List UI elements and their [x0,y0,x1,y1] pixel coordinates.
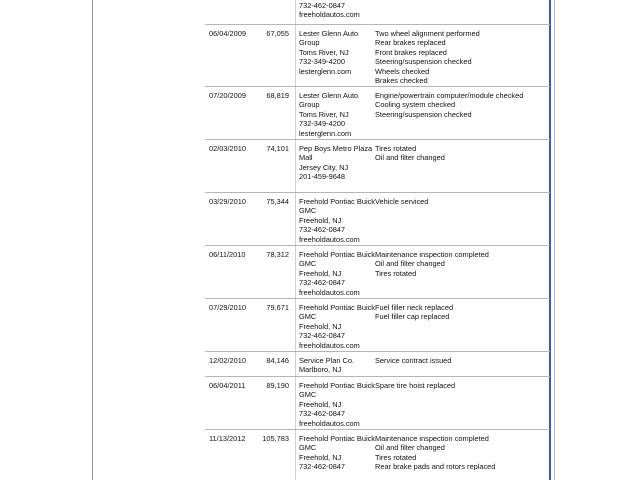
detail-line: Cooling system checked [375,100,456,110]
source-line: freeholdautos.com [299,340,360,350]
scrollbar-track[interactable] [554,0,555,480]
source-line: GMC [299,312,317,322]
mileage: 105,783 [262,434,289,443]
service-date [205,0,253,24]
table-row [205,430,550,480]
table-row [205,140,550,193]
source-line: freeholdautos.com [299,418,360,428]
service-date: 06/11/2010 [209,250,246,259]
service-source [293,25,375,86]
service-source [293,87,375,139]
detail-line: Wheels checked [375,66,430,76]
table-row [205,87,550,140]
detail-line: Tires rotated [375,452,417,462]
detail-line: Spare tire hoist replaced [375,381,456,390]
source-line: GMC [299,206,317,216]
service-details [375,140,550,192]
service-date: 11/13/2012 [209,434,246,443]
mileage: 68,819 [266,91,289,100]
service-details [375,246,550,298]
mileage: 74,101 [266,144,289,153]
service-source [293,246,375,298]
service-details [375,25,550,86]
table-row [205,352,550,377]
detail-line: Oil and filter changed [375,443,445,453]
detail-line: Steering/suspension checked [375,57,472,67]
source-line: freeholdautos.com [299,234,360,244]
source-line: Freehold Pontiac Buick [299,303,375,312]
source-line: Freehold, NJ [299,268,342,278]
detail-line: Oil and filter changed [375,259,445,269]
service-date: 03/29/2010 [209,197,246,206]
source-line: Freehold Pontiac Buick [299,197,375,206]
source-line: 732-462-0847 [299,409,346,419]
source-line: lesterglenn.com [299,66,352,76]
service-details [375,430,550,480]
service-source [293,0,375,24]
service-date: 02/03/2010 [209,144,246,153]
mileage [253,0,293,24]
detail-line: Maintenance inspection completed [375,434,489,443]
service-details [375,193,550,245]
source-line: Jersey City, NJ [299,162,349,172]
detail-line: Oil and filter changed [375,153,445,163]
service-date: 07/29/2010 [209,303,246,312]
mileage: 78,312 [266,250,289,259]
source-line: GMC [299,390,317,400]
source-line: 201-459-9648 [299,172,346,182]
source-line: Lester Glenn Auto [299,29,359,38]
source-line: Freehold Pontiac Buick [299,434,375,443]
source-line: Service Plan Co. [299,356,355,365]
service-history-table [205,0,550,480]
source-line: lesterglenn.com [299,128,352,138]
mileage: 75,344 [266,197,289,206]
detail-line: Fuel filler neck replaced [375,303,454,312]
source-line: GMC [299,443,317,453]
detail-line: Brakes checked [375,76,428,86]
service-details [375,352,550,376]
detail-line: Tires rotated [375,144,417,153]
service-date: 12/02/2010 [209,356,246,365]
service-source [293,299,375,351]
source-line: 732-462-0847 [299,278,346,288]
detail-line: Front brakes replaced [375,47,447,57]
detail-line: Engine/powertrain computer/module checked [375,91,524,100]
detail-line: Service contract issued [375,356,452,365]
detail-line: Fuel filler cap replaced [375,312,450,322]
source-line: Lester Glenn Auto [299,91,359,100]
detail-line: Steering/suspension checked [375,109,472,119]
detail-line: Maintenance inspection completed [375,250,489,259]
source-line: Freehold, NJ [299,399,342,409]
source-line: 732-462-0847 [299,331,346,341]
service-source [293,193,375,245]
source-line: Toms River, NJ [299,109,349,119]
source-line: Toms River, NJ [299,47,349,57]
source-line: Freehold Pontiac Buick [299,381,375,390]
mileage: 84,146 [266,356,289,365]
detail-line: Two wheel alignment performed [375,29,480,38]
table-row [205,0,550,25]
service-source [293,377,375,429]
source-line: Freehold, NJ [299,321,342,331]
detail-line: Rear brakes replaced [375,38,446,48]
source-line: 732-462-0847 [299,225,346,235]
service-date: 06/04/2009 [209,29,246,38]
service-details [375,299,550,351]
table-row [205,246,550,299]
mileage: 67,055 [266,29,289,38]
source-line: Freehold, NJ [299,452,342,462]
source-line: 732-462-0847 [299,1,346,10]
table-row [205,25,550,87]
table-row [205,193,550,246]
source-line: 732-462-0847 [299,462,346,472]
service-details [375,0,550,24]
source-line: 732-349-4200 [299,57,346,67]
mileage: 79,671 [266,303,289,312]
table-row [205,299,550,352]
detail-line: Rear brake pads and rotors replaced [375,462,496,472]
source-line: Freehold Pontiac Buick [299,250,375,259]
source-line: Group [299,100,320,110]
service-source [293,430,375,480]
source-line: freeholdautos.com [299,287,360,297]
service-details [375,87,550,139]
source-line: Freehold, NJ [299,215,342,225]
table-row [205,377,550,430]
service-source [293,140,375,192]
source-line: freeholdautos.com [299,10,360,20]
source-line: Group [299,38,320,48]
mileage: 89,190 [266,381,289,390]
service-details [375,377,550,429]
detail-line: Vehicle serviced [375,197,429,206]
source-line: 732-349-4200 [299,119,346,129]
detail-line: Tires rotated [375,268,417,278]
source-line: Marlboro, NJ [299,365,342,375]
source-line: Mall [299,153,313,163]
source-line: GMC [299,259,317,269]
service-date: 06/04/2011 [209,381,246,390]
source-line: Pep Boys Metro Plaza [299,144,373,153]
service-source [293,352,375,376]
service-date: 07/20/2009 [209,91,246,100]
page-left-border [92,0,93,480]
